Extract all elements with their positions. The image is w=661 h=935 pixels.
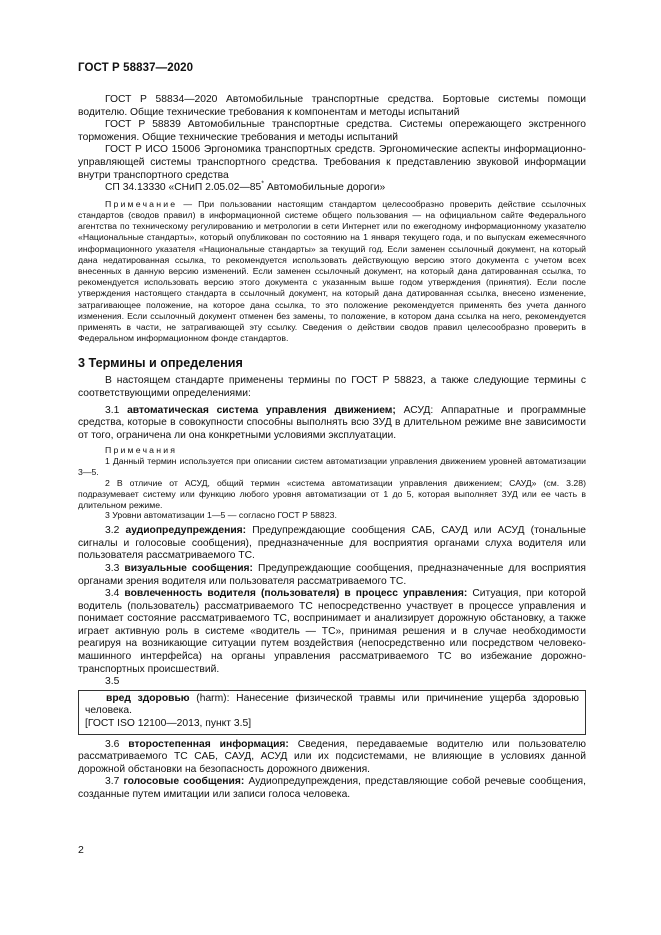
term-definition: АСУД: Аппаратные и программные средства, которые в совокупности способны выполнять всю ЗУД в длительном режиме вне зависимости от того, ограничена ли она конкретными условиями эксплуатации. bbox=[78, 404, 586, 441]
term-3-6 bbox=[78, 739, 586, 777]
term-name: голосовые сообщения: bbox=[123, 776, 245, 788]
reference-item: ГОСТ Р ИСО 15006 Эргономика транспортных средств. Эргономические аспекты информационно-управляющей системы транспортного средства. Требования к представлению звуковой информации внутри транспортного средства bbox=[78, 144, 586, 181]
term-name: аудиопредупреждения: bbox=[125, 525, 247, 537]
term-number: 3.6 bbox=[105, 738, 129, 750]
reference-item: ГОСТ Р 58834—2020 Автомобильные транспортные средства. Бортовые системы помощи водителю. Общие технические требования к компонентам и методы испытаний bbox=[78, 94, 586, 118]
term-name: автоматическая система управления движением; bbox=[127, 404, 396, 416]
references-note-text: — При пользовании настоящим стандартом целесообразно проверить действие ссылочных стандартов (сводов правил) в информационной системе общего пользования — на официальном сайте Федерального агентства по техническому регулированию и метрологии в сети Интернет или по ежегодному информационному указателю «Национальные стандарты», который опубликован по состоянию на 1 января текущего года, и по выпускам ежемесячного информационного указателя «Национальные стандарты» за текущий год. Если заменен ссылочный документ, на который дана недатированная ссылка, то рекомендуется использовать действующую версию этого документа с учетом всех внесенных в данную версию изменений. Если заменен ссылочный документ, на который дана датированная ссылка, то рекомендуется использовать версию этого документа с указанным выше годом утверждения (принятия). Если после утверждения настоящего стандарта в ссылочный документ, на который дана датированная ссылка, внесено изменение, затрагивающее положение, на которое дана ссылка, то это положение рекомендуется применять без учета данного изменения. Если ссылочный документ отменен без замены, то положение, в котором дана ссылка на него, рекомендуется применять в части, не затрагивающей эту ссылку. Сведения о действии сводов правил целесообразно проверить в Федеральном информационном фонде стандартов. bbox=[78, 198, 586, 344]
sp-ref-before: СП 34.13330 «СНиП 2.05.02—85 bbox=[105, 182, 262, 194]
term-3-3 bbox=[78, 563, 586, 588]
term-definition: (harm): Нанесение физической травмы или причинение ущерба здоровью человека. bbox=[85, 692, 579, 717]
term-3-5-box bbox=[78, 690, 586, 735]
document-header-code: ГОСТ Р 58837—2020 bbox=[78, 62, 194, 74]
term-number: 3.1 bbox=[105, 404, 128, 416]
term-name: визуальные сообщения: bbox=[124, 562, 253, 574]
note-item: 1 Данный термин используется при описании систем автоматизации управления движением уровней автоматизации 3—5. bbox=[78, 456, 586, 478]
references-note bbox=[78, 199, 586, 345]
note-item: 3 Уровни автоматизации 1—5 — согласно ГОСТ Р 58823. bbox=[105, 510, 337, 521]
note-item: 2 В отличие от АСУД, общий термин «система автоматизации управления движением; САУД» (см. 3.28) подразумевает систему или функцию любого уровня автоматизации от 1 до 5, которая выполняет ЗУД или ее часть в длительном режиме. bbox=[78, 477, 586, 510]
term-definition: Предупреждающие сообщения, предназначенные для восприятия органами зрения водителя или пользователя рассматриваемого ТС. bbox=[78, 562, 586, 587]
term-definition: Аудиопредупреждения, представляющие собой речевые сообщения, созданные путем имитации или записи голоса человека. bbox=[78, 776, 586, 801]
section-title: 3 Термины и определения bbox=[78, 356, 243, 371]
term-definition: Ситуация, при которой водитель (пользователь) рассматриваемого ТС непосредственно участвует в процессе управления и понимает состояние рассматриваемого ТС, воспринимает и анализирует дорожную обстановку, а также играет активную роль в системе «водитель — ТС», принимая решения и в случае необходимости реагируя на возникающие ситуации путем воздействия (непосредственно или посредством человеко-машинного интерфейса) на органы управления рассматриваемого ТС во избежание дорожно-транспортных происшествий. bbox=[78, 588, 586, 675]
sp-ref-after: Автомобильные дороги» bbox=[263, 182, 386, 194]
page-number: 2 bbox=[78, 844, 84, 856]
term-number: 3.4 bbox=[105, 588, 125, 600]
notes-label: Примечания bbox=[105, 445, 178, 456]
term-definition: Сведения, передаваемые водителю или пользователю рассматриваемого ТС САБ, САУД, АСУД или их подсистемами, не влияющие в условиях данной дорожной обстановки на безопасность дорожного движения. bbox=[78, 738, 586, 775]
reference-item-sp bbox=[78, 182, 586, 195]
term-3-1 bbox=[78, 405, 586, 443]
term-3-5-definition bbox=[85, 693, 579, 718]
term-number: 3.7 bbox=[105, 776, 124, 788]
section-intro: В настоящем стандарте применены термины по ГОСТ Р 58823, а также следующие термины с соответствующими определениями: bbox=[78, 375, 586, 399]
term-name: вред здоровью bbox=[106, 692, 190, 704]
references-note-label: Примечание bbox=[105, 198, 178, 209]
term-name: вовлеченность водителя (пользователя) в процесс управления: bbox=[124, 588, 468, 600]
term-3-4 bbox=[78, 588, 586, 676]
page-content bbox=[78, 94, 586, 802]
term-name: второстепенная информация: bbox=[128, 738, 289, 750]
term-definition: Предупреждающие сообщения САБ, САУД или АСУД (тональные сигналы и голосовые сообщения), предназначенные для восприятия органами слуха водителя или пользователя рассматриваемого ТС. bbox=[78, 525, 586, 562]
term-number: 3.3 bbox=[105, 562, 125, 574]
reference-item: ГОСТ Р 58839 Автомобильные транспортные средства. Системы опережающего экстренного торможения. Общие технические требования и методы испытаний bbox=[78, 119, 586, 143]
term-3-5-number: 3.5 bbox=[105, 676, 120, 688]
sp-ref-sup: * bbox=[261, 180, 264, 188]
term-number: 3.2 bbox=[105, 525, 126, 537]
term-3-2 bbox=[78, 525, 586, 563]
term-3-5-source: [ГОСТ ISO 12100—2013, пункт 3.5] bbox=[85, 718, 252, 730]
term-3-7 bbox=[78, 776, 586, 801]
